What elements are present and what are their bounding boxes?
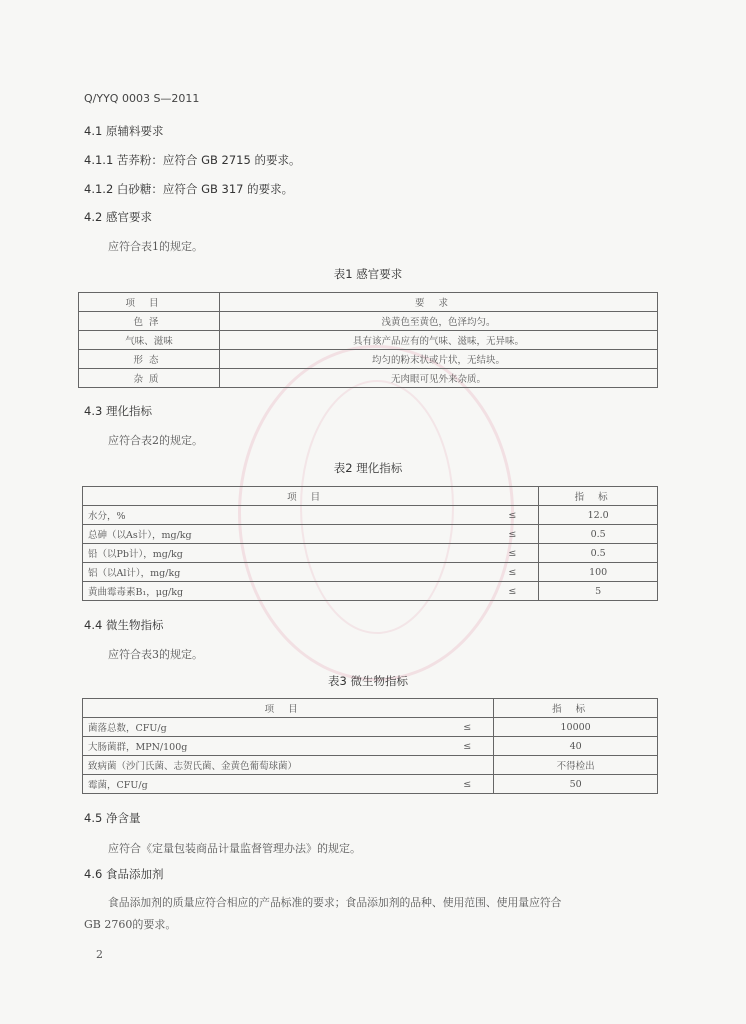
table3-cell: 50 (494, 775, 658, 794)
section-4-3-text: 应符合表2的规定。 (108, 434, 203, 447)
table2-cell: ≤ (323, 544, 539, 563)
table1-cell: 具有该产品应有的气味、滋味，无异味。 (220, 331, 658, 350)
table1-sensory (78, 292, 658, 388)
table3-cell: 不得检出 (494, 756, 658, 775)
section-4-2-text: 应符合表1的规定。 (108, 240, 203, 253)
section-4-4-title: 4.4 微生物指标 (84, 618, 164, 632)
table1-cell: 色泽 (79, 312, 220, 331)
document-header: Q/YYQ 0003 S—2011 (84, 92, 200, 105)
table-row (83, 775, 658, 794)
section-4-1-1: 4.1.1 苦荞粉：应符合 GB 2715 的要求。 (84, 153, 301, 167)
table-row (79, 331, 658, 350)
table2-cell: 0.5 (539, 544, 658, 563)
table1-cell: 气味、滋味 (79, 331, 220, 350)
table1-header-requirement: 要求 (220, 293, 658, 312)
table1-cell: 均匀的粉末状或片状，无结块。 (220, 350, 658, 369)
table3-cell: 10000 (494, 718, 658, 737)
section-4-6-text-line1: 食品添加剂的质量应符合相应的产品标准的要求；食品添加剂的品种、使用范围、使用量应符合 (108, 896, 562, 909)
table-row (79, 312, 658, 331)
page-number: 2 (96, 948, 103, 961)
table3-cell: 大肠菌群，MPN/100g (83, 737, 324, 756)
table-row (83, 506, 658, 525)
table2-cell: 100 (539, 563, 658, 582)
table2-cell: 5 (539, 582, 658, 601)
table2-header-index: 指标 (539, 487, 658, 506)
table3-microbiological (82, 698, 658, 794)
table-row (83, 582, 658, 601)
section-4-2-title: 4.2 感官要求 (84, 210, 152, 224)
table-row (83, 544, 658, 563)
table2-cell: 12.0 (539, 506, 658, 525)
section-4-1-title: 4.1 原辅料要求 (84, 124, 164, 138)
table3-cell: 霉菌，CFU/g (83, 775, 324, 794)
table2-cell: 水分，% (83, 506, 324, 525)
section-4-6-title: 4.6 食品添加剂 (84, 867, 164, 881)
table2-cell: 铅（以Pb计），mg/kg (83, 544, 324, 563)
table-row (83, 756, 658, 775)
table3-header-item: 项目 (83, 699, 494, 718)
section-4-4-text: 应符合表3的规定。 (108, 648, 203, 661)
table2-caption: 表2 理化指标 (333, 461, 403, 475)
table1-cell: 无肉眼可见外来杂质。 (220, 369, 658, 388)
table2-header-item: 项目 (83, 487, 539, 506)
table1-header-item: 项目 (79, 293, 220, 312)
table2-cell: 总砷（以As计），mg/kg (83, 525, 324, 544)
table3-caption: 表3 微生物指标 (328, 674, 408, 688)
section-4-3-title: 4.3 理化指标 (84, 404, 152, 418)
table3-header-index: 指标 (494, 699, 658, 718)
table2-cell: 黄曲霉毒素B₁，μg/kg (83, 582, 324, 601)
section-4-6-text-line2: GB 2760的要求。 (84, 918, 177, 931)
section-4-5-title: 4.5 净含量 (84, 811, 141, 825)
table-row (79, 369, 658, 388)
table2-physicochemical (82, 486, 658, 601)
section-4-5-text: 应符合《定量包装商品计量监督管理办法》的规定。 (108, 842, 361, 855)
table3-cell: ≤ (323, 718, 494, 737)
table-row (83, 737, 658, 756)
table2-cell: ≤ (323, 582, 539, 601)
table-row (83, 718, 658, 737)
table1-cell: 浅黄色至黄色，色泽均匀。 (220, 312, 658, 331)
table1-cell: 杂质 (79, 369, 220, 388)
table3-cell: ≤ (323, 737, 494, 756)
table1-cell: 形态 (79, 350, 220, 369)
section-4-1-2: 4.1.2 白砂糖：应符合 GB 317 的要求。 (84, 182, 294, 196)
table3-cell: 40 (494, 737, 658, 756)
table3-cell: ≤ (323, 775, 494, 794)
table1-caption: 表1 感官要求 (333, 267, 403, 281)
table3-cell: 菌落总数，CFU/g (83, 718, 324, 737)
table-row (83, 563, 658, 582)
table3-cell: 致病菌（沙门氏菌、志贺氏菌、金黄色葡萄球菌） (83, 756, 494, 775)
table-row (83, 525, 658, 544)
table2-cell: ≤ (323, 506, 539, 525)
table2-cell: 铝（以Al计），mg/kg (83, 563, 324, 582)
table2-cell: 0.5 (539, 525, 658, 544)
table2-cell: ≤ (323, 563, 539, 582)
table-row (79, 350, 658, 369)
table2-cell: ≤ (323, 525, 539, 544)
